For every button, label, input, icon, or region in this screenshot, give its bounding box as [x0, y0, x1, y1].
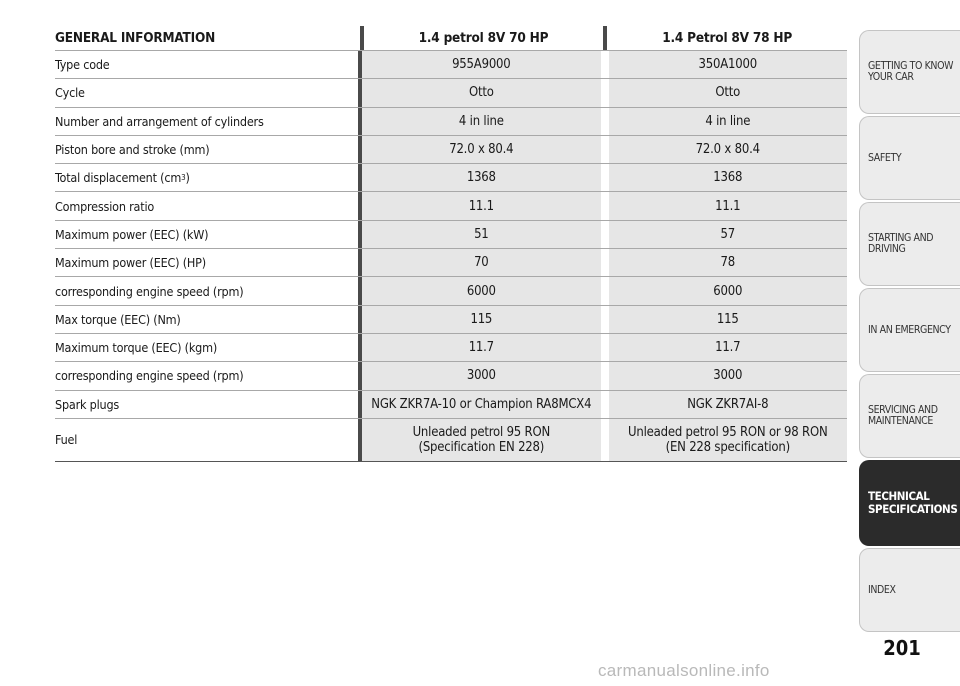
- row-label: corresponding engine speed (rpm): [55, 368, 244, 384]
- table-row: [55, 306, 847, 334]
- tab-in-an-emergency[interactable]: IN AN EMERGENCY: [859, 288, 960, 372]
- tab-starting-and-driving[interactable]: STARTING AND DRIVING: [859, 202, 960, 286]
- value-70hp: 3000: [362, 362, 601, 389]
- value-70hp: 11.7: [362, 334, 601, 361]
- value-70hp: 70: [362, 249, 601, 276]
- row-label: Cycle: [55, 85, 85, 101]
- value-70hp: 51: [362, 221, 601, 248]
- tab-safety[interactable]: SAFETY: [859, 116, 960, 200]
- table-row: [55, 79, 847, 107]
- value-70hp: Unleaded petrol 95 RON (Specification EN 228): [362, 419, 601, 461]
- value-70hp: 72.0 x 80.4: [362, 136, 601, 163]
- value-70hp: Otto: [362, 79, 601, 106]
- tab-servicing-and-maintenance[interactable]: SERVICING AND MAINTENANCE: [859, 374, 960, 458]
- header-78hp: 1.4 Petrol 8V 78 HP: [607, 26, 847, 50]
- table-header-row: [55, 26, 847, 51]
- row-label: Fuel: [55, 432, 78, 448]
- table-row: [55, 249, 847, 277]
- table-row: [55, 277, 847, 305]
- row-label: Maximum power (EEC) (kW): [55, 226, 209, 242]
- value-78hp: 72.0 x 80.4: [609, 136, 848, 163]
- value-70hp: 115: [362, 306, 601, 333]
- value-78hp: NGK ZKR7AI-8: [609, 391, 848, 418]
- value-78hp: 4 in line: [609, 108, 848, 135]
- value-78hp: 6000: [609, 277, 848, 304]
- table-row: [55, 221, 847, 249]
- table-row: [55, 51, 847, 79]
- value-78hp: Otto: [609, 79, 848, 106]
- row-label: Piston bore and stroke (mm): [55, 142, 210, 158]
- value-70hp: 1368: [362, 164, 601, 191]
- value-70hp: NGK ZKR7A-10 or Champion RA8MCX4: [362, 391, 601, 418]
- tab-technical-specifications[interactable]: TECHNICAL SPECIFICATIONS: [859, 460, 960, 546]
- value-78hp: 115: [609, 306, 848, 333]
- tab-getting-to-know-your-car[interactable]: GETTING TO KNOW YOUR CAR: [859, 30, 960, 114]
- row-label: Maximum power (EEC) (HP): [55, 255, 206, 271]
- value-78hp: 78: [609, 249, 848, 276]
- row-label: Maximum torque (EEC) (kgm): [55, 340, 218, 356]
- value-70hp: 4 in line: [362, 108, 601, 135]
- watermark: carmanualsonline.info: [598, 661, 770, 680]
- value-78hp: Unleaded petrol 95 RON or 98 RON (EN 228 specification): [609, 419, 848, 461]
- table-row: [55, 391, 847, 419]
- value-78hp: 3000: [609, 362, 848, 389]
- table-row: [55, 334, 847, 362]
- header-70hp: 1.4 petrol 8V 70 HP: [364, 26, 604, 50]
- table-row: [55, 164, 847, 192]
- table-row: [55, 362, 847, 390]
- row-label: Compression ratio: [55, 198, 155, 214]
- value-78hp: 350A1000: [609, 51, 848, 78]
- value-70hp: 955A9000: [362, 51, 601, 78]
- table-row: [55, 108, 847, 136]
- row-label: Number and arrangement of cylinders: [55, 113, 264, 129]
- tab-index[interactable]: INDEX: [859, 548, 960, 632]
- value-78hp: 11.1: [609, 192, 848, 219]
- value-70hp: 6000: [362, 277, 601, 304]
- value-78hp: 57: [609, 221, 848, 248]
- row-label: Type code: [55, 57, 110, 73]
- engine-spec-table: [55, 26, 847, 462]
- page-number: 201: [883, 636, 921, 660]
- table-row: [55, 419, 847, 462]
- row-label: corresponding engine speed (rpm): [55, 283, 244, 299]
- row-label: Spark plugs: [55, 396, 120, 412]
- value-78hp: 1368: [609, 164, 848, 191]
- value-70hp: 11.1: [362, 192, 601, 219]
- row-label: Total displacement (cm 3 ): [55, 170, 190, 186]
- header-general-information: GENERAL INFORMATION: [55, 30, 216, 46]
- table-row: [55, 192, 847, 220]
- row-label: Max torque (EEC) (Nm): [55, 311, 181, 327]
- table-row: [55, 136, 847, 164]
- value-78hp: 11.7: [609, 334, 848, 361]
